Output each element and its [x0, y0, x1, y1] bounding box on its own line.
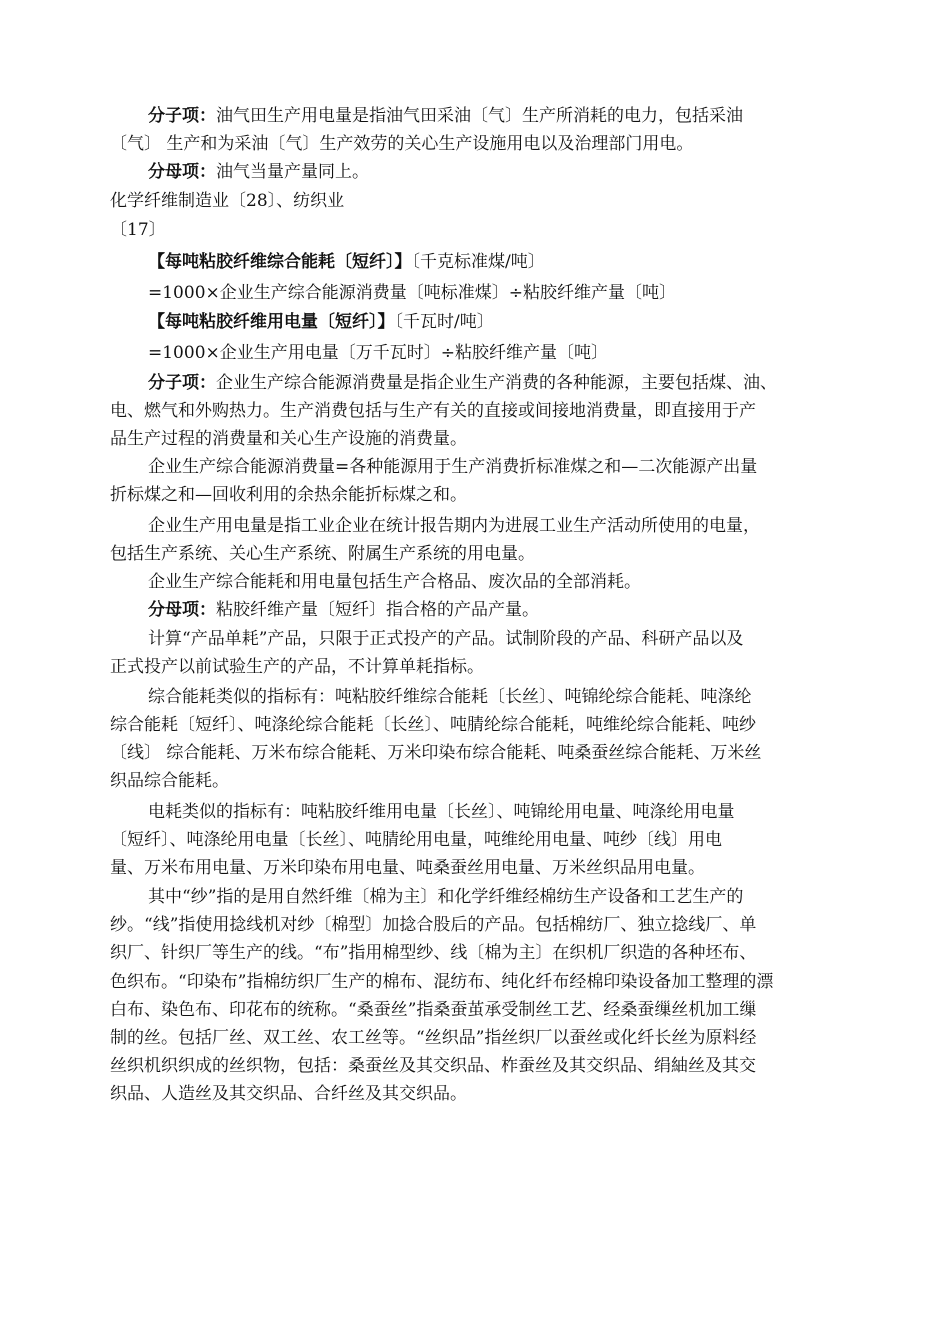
- text-line: 包括生产系统、关心生产系统、附属生产系统的用电量。: [110, 544, 535, 564]
- text-line: 分子项：油气田生产用电量是指油气田采油〔气〕生产所消耗的电力，包括采油: [148, 106, 743, 126]
- formula-line: =1000×企业生产综合能源消费量〔吨标准煤〕÷粘胶纤维产量〔吨〕: [148, 283, 676, 303]
- text-line: 折标煤之和—回收利用的余热余能折标煤之和。: [110, 485, 467, 505]
- text-line: 企业生产综合能源消费量=各种能源用于生产消费折标准煤之和—二次能源产出量: [148, 457, 758, 477]
- text-line: 分子项：企业生产综合能源消费量是指企业生产消费的各种能源，主要包括煤、油、: [148, 373, 777, 393]
- text-line: 丝织机织织成的丝织物，包括：桑蚕丝及其交织品、柞蚕丝及其交织品、绢紬丝及其交: [110, 1056, 756, 1076]
- text-line: 白布、染色布、印花布的统称。“桑蚕丝”指桑蚕茧承受制丝工艺、经桑蚕缫丝机加工缫: [110, 1000, 757, 1020]
- text-line: 分母项：粘胶纤维产量〔短纤〕指合格的产品产量。: [148, 600, 539, 620]
- text-line: 企业生产用电量是指工业企业在统计报告期内为进展工业生产活动所使用的电量，: [148, 516, 760, 536]
- text-line: 织品、人造丝及其交织品、合纤丝及其交织品。: [110, 1084, 467, 1104]
- text-line: 〔线〕 综合能耗、万米布综合能耗、万米印染布综合能耗、吨桑蚕丝综合能耗、万米丝: [110, 743, 762, 763]
- text-line: 制的丝。包括厂丝、双工丝、农工丝等。“丝织品”指丝织厂以蚕丝或化纤长丝为原料经: [110, 1028, 757, 1048]
- text-line: 量、万米布用电量、万米印染布用电量、吨桑蚕丝用电量、万米丝织品用电量。: [110, 858, 705, 878]
- indicator-title: 【每吨粘胶纤维综合能耗〔短纤〕】〔千克标准煤/吨〕: [148, 252, 545, 272]
- text-line: 正式投产以前试验生产的产品，不计算单耗指标。: [110, 657, 484, 677]
- text-line: 纱。“线”指使用捻线机对纱〔棉型〕加捻合股后的产品。包括棉纺厂、独立捻线厂、单: [110, 915, 757, 935]
- text-line: 计算“产品单耗”产品，只限于正式投产的产品。试制阶段的产品、科研产品以及: [148, 629, 744, 649]
- text-line: 其中“纱”指的是用自然纤维〔棉为主〕和化学纤维经棉纺生产设备和工艺生产的: [148, 887, 744, 907]
- text-line: 电耗类似的指标有：吨粘胶纤维用电量〔长丝〕、吨锦纶用电量、吨涤纶用电量: [148, 802, 735, 822]
- text-line: 〔气〕 生产和为采油〔气〕生产效劳的关心生产设施用电以及治理部门用电。: [110, 134, 694, 154]
- text-line: 色织布。“印染布”指棉纺织厂生产的棉布、混纺布、纯化纤布经棉印染设备加工整理的漂: [110, 972, 774, 992]
- text-line: 综合能耗类似的指标有：吨粘胶纤维综合能耗〔长丝〕、吨锦纶综合能耗、吨涤纶: [148, 687, 752, 707]
- text-line: 织品综合能耗。: [110, 771, 229, 791]
- section-heading: 〔17〕: [110, 220, 166, 240]
- section-heading: 化学纤维制造业〔28〕、纺织业: [110, 191, 345, 211]
- text-line: 品生产过程的消费量和关心生产设施的消费量。: [110, 429, 467, 449]
- text-line: 企业生产综合能耗和用电量包括生产合格品、废次品的全部消耗。: [148, 572, 641, 592]
- text-line: 分母项：油气当量产量同上。: [148, 162, 369, 182]
- text-line: 〔短纤〕、吨涤纶用电量〔长丝〕、吨腈纶用电量，吨维纶用电量、吨纱〔线〕用电: [110, 830, 722, 850]
- indicator-title: 【每吨粘胶纤维用电量〔短纤〕】〔千瓦时/吨〕: [148, 312, 494, 332]
- text-line: 电、燃气和外购热力。生产消费包括与生产有关的直接或间接地消费量，即直接用于产: [110, 401, 756, 421]
- text-line: 综合能耗〔短纤〕、吨涤纶综合能耗〔长丝〕、吨腈纶综合能耗，吨维纶综合能耗、吨纱: [110, 715, 756, 735]
- text-line: 织厂、针织厂等生产的线。“布”指用棉型纱、线〔棉为主〕在织机厂织造的各种坯布、: [110, 943, 757, 963]
- formula-line: =1000×企业生产用电量〔万千瓦时〕÷粘胶纤维产量〔吨〕: [148, 343, 608, 363]
